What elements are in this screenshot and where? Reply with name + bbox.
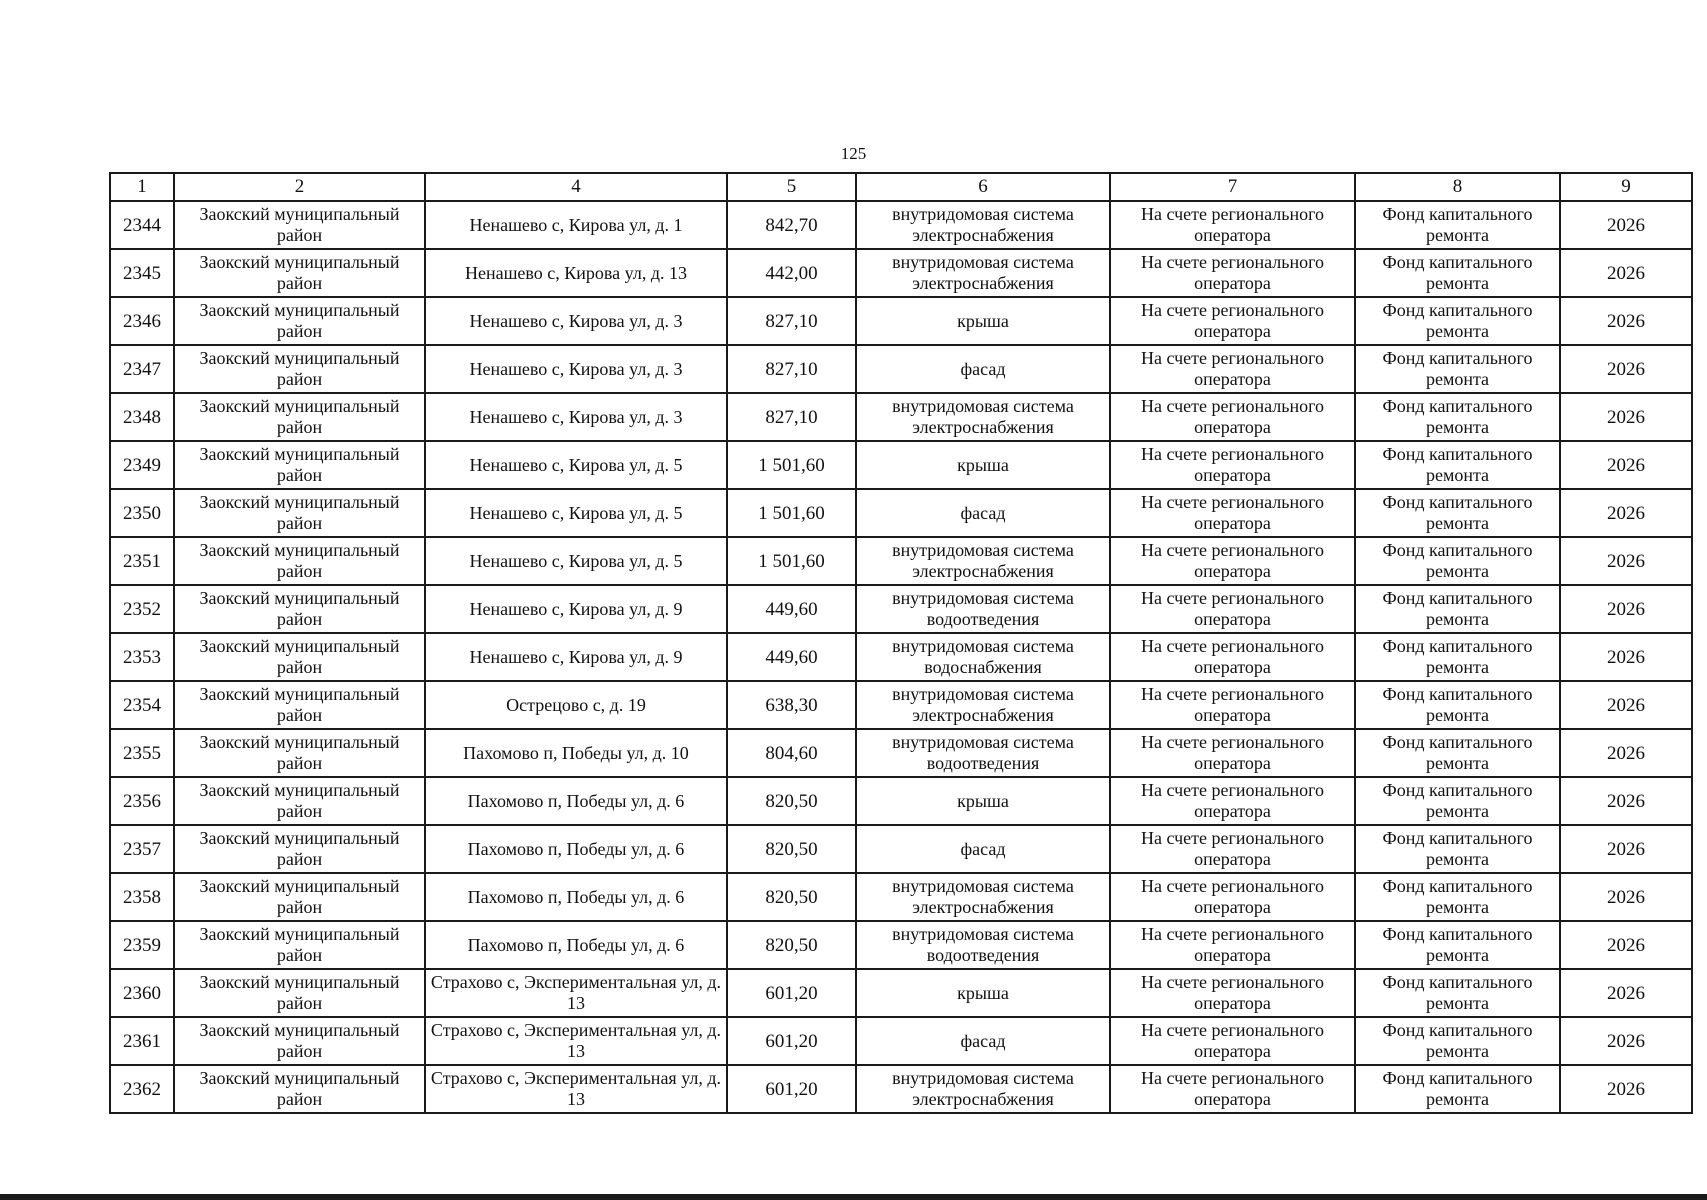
funding-source-cell: Фонд капитального ремонта — [1355, 921, 1560, 969]
year-cell: 2026 — [1560, 873, 1692, 921]
table-row — [110, 969, 1692, 1017]
district-cell: Заокский муниципальный район — [174, 633, 425, 681]
table-row — [110, 921, 1692, 969]
account-cell: На счете регионального оператора — [1110, 921, 1355, 969]
table-row — [110, 441, 1692, 489]
district-cell: Заокский муниципальный район — [174, 969, 425, 1017]
account-cell: На счете регионального оператора — [1110, 585, 1355, 633]
funding-source-cell: Фонд капитального ремонта — [1355, 633, 1560, 681]
address-cell: Ненашево с, Кирова ул, д. 9 — [425, 585, 727, 633]
table-row — [110, 1065, 1692, 1113]
year-cell: 2026 — [1560, 201, 1692, 249]
year-cell: 2026 — [1560, 441, 1692, 489]
table-row — [110, 681, 1692, 729]
funding-source-cell: Фонд капитального ремонта — [1355, 585, 1560, 633]
district-cell: Заокский муниципальный район — [174, 921, 425, 969]
year-cell: 2026 — [1560, 729, 1692, 777]
district-cell: Заокский муниципальный район — [174, 873, 425, 921]
work-type-cell: крыша — [856, 441, 1110, 489]
work-type-cell: крыша — [856, 777, 1110, 825]
district-cell: Заокский муниципальный район — [174, 585, 425, 633]
year-cell: 2026 — [1560, 393, 1692, 441]
table-row — [110, 201, 1692, 249]
address-cell: Острецово с, д. 19 — [425, 681, 727, 729]
area-cell: 827,10 — [727, 345, 856, 393]
area-cell: 820,50 — [727, 873, 856, 921]
funding-source-cell: Фонд капитального ремонта — [1355, 825, 1560, 873]
work-type-cell: внутридомовая система водоотведения — [856, 921, 1110, 969]
funding-source-cell: Фонд капитального ремонта — [1355, 1017, 1560, 1065]
row-number: 2357 — [110, 825, 174, 873]
table-row — [110, 249, 1692, 297]
work-type-cell: внутридомовая система электроснабжения — [856, 201, 1110, 249]
table-row — [110, 777, 1692, 825]
work-type-cell: фасад — [856, 489, 1110, 537]
address-cell: Ненашево с, Кирова ул, д. 1 — [425, 201, 727, 249]
address-cell: Ненашево с, Кирова ул, д. 3 — [425, 393, 727, 441]
table-row — [110, 585, 1692, 633]
district-cell: Заокский муниципальный район — [174, 345, 425, 393]
address-cell: Пахомово п, Победы ул, д. 6 — [425, 777, 727, 825]
work-type-cell: внутридомовая система электроснабжения — [856, 393, 1110, 441]
column-header-8: 8 — [1355, 173, 1560, 201]
year-cell: 2026 — [1560, 297, 1692, 345]
funding-source-cell: Фонд капитального ремонта — [1355, 1065, 1560, 1113]
account-cell: На счете регионального оператора — [1110, 969, 1355, 1017]
district-cell: Заокский муниципальный район — [174, 489, 425, 537]
account-cell: На счете регионального оператора — [1110, 777, 1355, 825]
account-cell: На счете регионального оператора — [1110, 297, 1355, 345]
table-row — [110, 729, 1692, 777]
row-number: 2347 — [110, 345, 174, 393]
funding-source-cell: Фонд капитального ремонта — [1355, 681, 1560, 729]
funding-source-cell: Фонд капитального ремонта — [1355, 537, 1560, 585]
year-cell: 2026 — [1560, 1065, 1692, 1113]
area-cell: 1 501,60 — [727, 537, 856, 585]
account-cell: На счете регионального оператора — [1110, 1065, 1355, 1113]
district-cell: Заокский муниципальный район — [174, 1065, 425, 1113]
work-type-cell: фасад — [856, 1017, 1110, 1065]
table-row — [110, 345, 1692, 393]
column-header-9: 9 — [1560, 173, 1692, 201]
address-cell: Ненашево с, Кирова ул, д. 9 — [425, 633, 727, 681]
row-number: 2354 — [110, 681, 174, 729]
column-header-2: 2 — [174, 173, 425, 201]
row-number: 2346 — [110, 297, 174, 345]
year-cell: 2026 — [1560, 585, 1692, 633]
work-type-cell: внутридомовая система водоотведения — [856, 729, 1110, 777]
area-cell: 1 501,60 — [727, 489, 856, 537]
table-row — [110, 633, 1692, 681]
district-cell: Заокский муниципальный район — [174, 393, 425, 441]
area-cell: 601,20 — [727, 1065, 856, 1113]
funding-source-cell: Фонд капитального ремонта — [1355, 873, 1560, 921]
column-header-1: 1 — [110, 173, 174, 201]
row-number: 2352 — [110, 585, 174, 633]
area-cell: 449,60 — [727, 633, 856, 681]
account-cell: На счете регионального оператора — [1110, 873, 1355, 921]
area-cell: 820,50 — [727, 777, 856, 825]
year-cell: 2026 — [1560, 1017, 1692, 1065]
row-number: 2358 — [110, 873, 174, 921]
column-header-7: 7 — [1110, 173, 1355, 201]
address-cell: Ненашево с, Кирова ул, д. 3 — [425, 297, 727, 345]
address-cell: Пахомово п, Победы ул, д. 6 — [425, 825, 727, 873]
district-cell: Заокский муниципальный район — [174, 201, 425, 249]
area-cell: 820,50 — [727, 921, 856, 969]
funding-source-cell: Фонд капитального ремонта — [1355, 249, 1560, 297]
year-cell: 2026 — [1560, 921, 1692, 969]
address-cell: Страхово с, Экспериментальная ул, д. 13 — [425, 969, 727, 1017]
work-type-cell: внутридомовая система водоснабжения — [856, 633, 1110, 681]
funding-source-cell: Фонд капитального ремонта — [1355, 969, 1560, 1017]
year-cell: 2026 — [1560, 777, 1692, 825]
year-cell: 2026 — [1560, 969, 1692, 1017]
area-cell: 638,30 — [727, 681, 856, 729]
work-type-cell: внутридомовая система электроснабжения — [856, 873, 1110, 921]
work-type-cell: внутридомовая система водоотведения — [856, 585, 1110, 633]
account-cell: На счете регионального оператора — [1110, 201, 1355, 249]
address-cell: Ненашево с, Кирова ул, д. 3 — [425, 345, 727, 393]
table-row — [110, 1017, 1692, 1065]
district-cell: Заокский муниципальный район — [174, 441, 425, 489]
area-cell: 1 501,60 — [727, 441, 856, 489]
district-cell: Заокский муниципальный район — [174, 249, 425, 297]
district-cell: Заокский муниципальный район — [174, 537, 425, 585]
row-number: 2359 — [110, 921, 174, 969]
column-header-6: 6 — [856, 173, 1110, 201]
account-cell: На счете регионального оператора — [1110, 537, 1355, 585]
district-cell: Заокский муниципальный район — [174, 297, 425, 345]
registry-table — [109, 172, 1693, 1114]
area-cell: 804,60 — [727, 729, 856, 777]
district-cell: Заокский муниципальный район — [174, 777, 425, 825]
row-number: 2344 — [110, 201, 174, 249]
account-cell: На счете регионального оператора — [1110, 345, 1355, 393]
address-cell: Ненашево с, Кирова ул, д. 5 — [425, 489, 727, 537]
year-cell: 2026 — [1560, 249, 1692, 297]
row-number: 2362 — [110, 1065, 174, 1113]
account-cell: На счете регионального оператора — [1110, 681, 1355, 729]
work-type-cell: фасад — [856, 345, 1110, 393]
account-cell: На счете регионального оператора — [1110, 489, 1355, 537]
account-cell: На счете регионального оператора — [1110, 441, 1355, 489]
table-row — [110, 873, 1692, 921]
area-cell: 827,10 — [727, 297, 856, 345]
work-type-cell: внутридомовая система электроснабжения — [856, 249, 1110, 297]
table-row — [110, 297, 1692, 345]
address-cell: Ненашево с, Кирова ул, д. 5 — [425, 537, 727, 585]
address-cell: Ненашево с, Кирова ул, д. 13 — [425, 249, 727, 297]
funding-source-cell: Фонд капитального ремонта — [1355, 777, 1560, 825]
table-row — [110, 489, 1692, 537]
area-cell: 820,50 — [727, 825, 856, 873]
funding-source-cell: Фонд капитального ремонта — [1355, 393, 1560, 441]
year-cell: 2026 — [1560, 489, 1692, 537]
address-cell: Ненашево с, Кирова ул, д. 5 — [425, 441, 727, 489]
page-number: 125 — [840, 144, 867, 163]
funding-source-cell: Фонд капитального ремонта — [1355, 201, 1560, 249]
account-cell: На счете регионального оператора — [1110, 1017, 1355, 1065]
work-type-cell: внутридомовая система электроснабжения — [856, 1065, 1110, 1113]
work-type-cell: крыша — [856, 969, 1110, 1017]
address-cell: Пахомово п, Победы ул, д. 6 — [425, 921, 727, 969]
district-cell: Заокский муниципальный район — [174, 681, 425, 729]
row-number: 2355 — [110, 729, 174, 777]
district-cell: Заокский муниципальный район — [174, 1017, 425, 1065]
address-cell: Страхово с, Экспериментальная ул, д. 13 — [425, 1065, 727, 1113]
area-cell: 442,00 — [727, 249, 856, 297]
row-number: 2361 — [110, 1017, 174, 1065]
area-cell: 449,60 — [727, 585, 856, 633]
row-number: 2349 — [110, 441, 174, 489]
account-cell: На счете регионального оператора — [1110, 825, 1355, 873]
area-cell: 601,20 — [727, 969, 856, 1017]
account-cell: На счете регионального оператора — [1110, 729, 1355, 777]
bottom-scan-border — [0, 1194, 1707, 1200]
work-type-cell: внутридомовая система электроснабжения — [856, 537, 1110, 585]
area-cell: 842,70 — [727, 201, 856, 249]
row-number: 2353 — [110, 633, 174, 681]
work-type-cell: внутридомовая система электроснабжения — [856, 681, 1110, 729]
row-number: 2348 — [110, 393, 174, 441]
funding-source-cell: Фонд капитального ремонта — [1355, 345, 1560, 393]
row-number: 2345 — [110, 249, 174, 297]
district-cell: Заокский муниципальный район — [174, 729, 425, 777]
district-cell: Заокский муниципальный район — [174, 825, 425, 873]
year-cell: 2026 — [1560, 681, 1692, 729]
table-row — [110, 393, 1692, 441]
year-cell: 2026 — [1560, 345, 1692, 393]
funding-source-cell: Фонд капитального ремонта — [1355, 297, 1560, 345]
column-header-5: 5 — [727, 173, 856, 201]
year-cell: 2026 — [1560, 537, 1692, 585]
account-cell: На счете регионального оператора — [1110, 633, 1355, 681]
account-cell: На счете регионального оператора — [1110, 249, 1355, 297]
work-type-cell: фасад — [856, 825, 1110, 873]
row-number: 2351 — [110, 537, 174, 585]
row-number: 2350 — [110, 489, 174, 537]
table-body — [110, 201, 1692, 1113]
year-cell: 2026 — [1560, 633, 1692, 681]
year-cell: 2026 — [1560, 825, 1692, 873]
column-header-4: 4 — [425, 173, 727, 201]
account-cell: На счете регионального оператора — [1110, 393, 1355, 441]
work-type-cell: крыша — [856, 297, 1110, 345]
funding-source-cell: Фонд капитального ремонта — [1355, 729, 1560, 777]
funding-source-cell: Фонд капитального ремонта — [1355, 441, 1560, 489]
area-cell: 601,20 — [727, 1017, 856, 1065]
funding-source-cell: Фонд капитального ремонта — [1355, 489, 1560, 537]
row-number: 2360 — [110, 969, 174, 1017]
table-row — [110, 825, 1692, 873]
row-number: 2356 — [110, 777, 174, 825]
table-row — [110, 537, 1692, 585]
address-cell: Страхово с, Экспериментальная ул, д. 13 — [425, 1017, 727, 1065]
area-cell: 827,10 — [727, 393, 856, 441]
address-cell: Пахомово п, Победы ул, д. 10 — [425, 729, 727, 777]
address-cell: Пахомово п, Победы ул, д. 6 — [425, 873, 727, 921]
header-row — [110, 173, 1692, 201]
